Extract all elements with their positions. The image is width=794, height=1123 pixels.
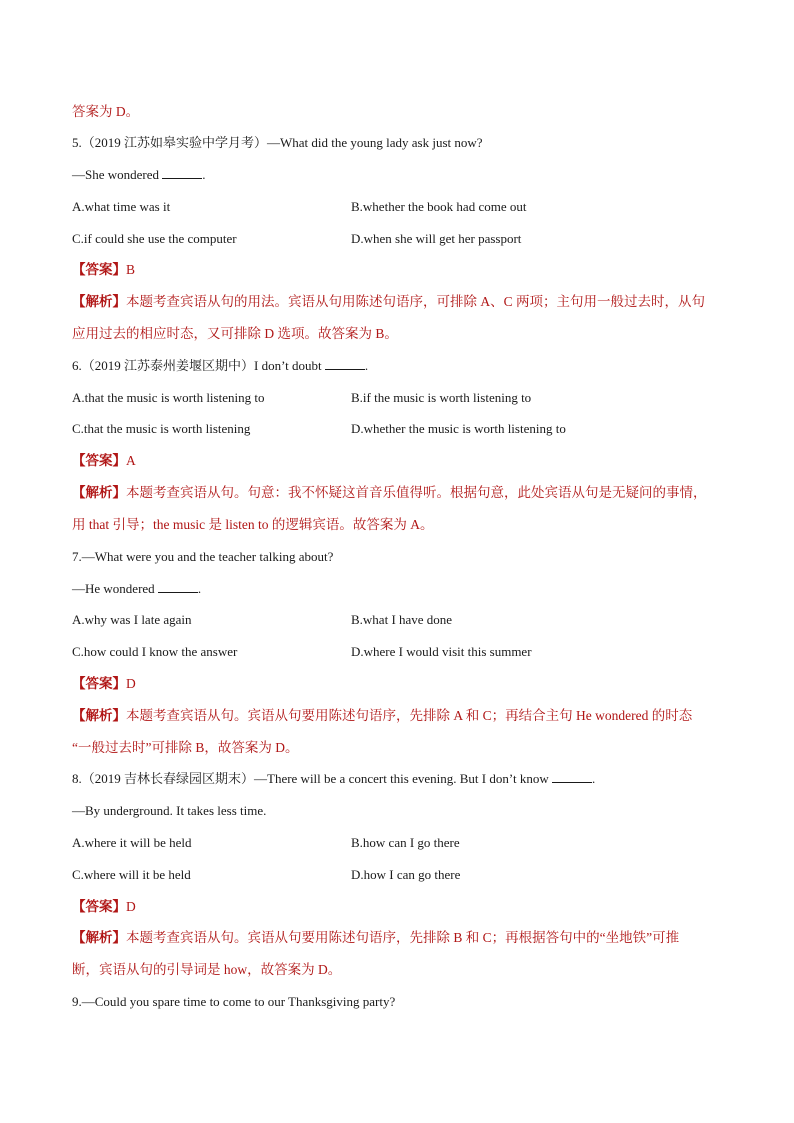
q7-explanation-text1: 本题考查宾语从句。宾语从句要用陈述句语序，先排除 A 和 C；再结合主句 He wondered 的时态: [126, 708, 693, 723]
q6-stem-text: 6.（2019 江苏泰州姜堰区期中）I don’t doubt: [72, 358, 322, 373]
q5-explanation-text1: 本题考查宾语从句的用法。宾语从句用陈述句语序，可排除 A、C 两项；主句用一般过去时，从句: [126, 294, 706, 309]
q7-option-a: A.why was I late again: [72, 612, 192, 627]
q8-explanation-text1: 本题考查宾语从句。宾语从句要用陈述句语序，先排除 B 和 C；再根据答句中的“坐地铁”可推: [126, 930, 680, 945]
q8-option-b: B.how can I go there: [351, 835, 460, 850]
q5-stem-end: .: [202, 167, 206, 182]
q7-explanation-line2: “一般过去时”可排除 B，故答案为 D。: [72, 740, 299, 755]
q7-stem-response: [72, 580, 201, 598]
q6-answer-value: A: [126, 453, 136, 468]
q5-option-b: B.whether the book had come out: [351, 199, 527, 214]
q7-blank: [158, 580, 198, 593]
q5-option-d: D.when she will get her passport: [351, 231, 522, 246]
q8-option-c: C.where will it be held: [72, 867, 191, 882]
q8-option-a: A.where it will be held: [72, 835, 192, 850]
q7-answer: [72, 675, 136, 693]
q7-option-b: B.what I have done: [351, 612, 453, 627]
q5-stem: 5.（2019 江苏如皋实验中学月考）—What did the young lady ask just now?: [72, 135, 483, 150]
q8-blank: [552, 770, 592, 783]
q7-stem-response-text: —He wondered: [72, 581, 155, 596]
previous-conclusion: 答案为 D。: [72, 104, 140, 119]
q7-answer-tag: 【答案】: [72, 676, 126, 691]
q6-stem-end: .: [364, 358, 369, 373]
q5-option-a: A.what time was it: [72, 199, 171, 214]
q7-option-c: C.how could I know the answer: [72, 644, 238, 659]
q6-explanation-line1: [72, 484, 707, 502]
q8-option-d: D.how I can go there: [351, 867, 461, 882]
q6-option-b: B.if the music is worth listening to: [351, 390, 532, 405]
q5-explanation-line2: 应用过去的相应时态，又可排除 D 选项。故答案为 B。: [72, 326, 398, 341]
q5-answer-value: B: [126, 262, 136, 277]
q5-stem-response: [72, 166, 206, 184]
q6-blank: [325, 357, 365, 370]
q9-stem: 9.—Could you spare time to come to our Thanksgiving party?: [72, 994, 396, 1009]
q8-explanation-line1: [72, 929, 679, 947]
q5-stem-response-text: —She wondered: [72, 167, 160, 182]
q6-option-c: C.that the music is worth listening: [72, 421, 251, 436]
q8-stem-end: .: [591, 771, 596, 786]
q8-explanation-line2: 断，宾语从句的引导词是 how，故答案为 D。: [72, 962, 342, 977]
q6-explanation-text1: 本题考查宾语从句。句意：我不怀疑这首音乐值得听。根据句意，此处宾语从句是无疑问的事情，: [126, 485, 707, 500]
q8-answer: [72, 898, 136, 916]
q8-explanation-tag: 【解析】: [72, 930, 126, 945]
q5-blank: [162, 166, 202, 179]
q5-answer: [72, 261, 135, 279]
q5-explanation-line1: [72, 293, 705, 311]
q6-stem: [72, 357, 368, 375]
q6-explanation-line2: 用 that 引导；the music 是 listen to 的逻辑宾语。故答案为 A。: [72, 517, 434, 532]
q7-explanation-tag: 【解析】: [72, 708, 126, 723]
q8-stem-text: 8.（2019 吉林长春绿园区期末）—There will be a concert this evening. But I don’t know: [72, 771, 549, 786]
q7-answer-value: D: [126, 676, 136, 691]
q6-explanation-tag: 【解析】: [72, 485, 126, 500]
q5-option-c: C.if could she use the computer: [72, 231, 237, 246]
q8-stem: [72, 770, 595, 788]
q7-stem-end: .: [197, 581, 202, 596]
q6-option-a: A.that the music is worth listening to: [72, 390, 265, 405]
q5-explanation-tag: 【解析】: [72, 294, 126, 309]
q5-answer-tag: 【答案】: [72, 262, 126, 277]
q6-option-d: D.whether the music is worth listening to: [351, 421, 566, 436]
q7-explanation-line1: [72, 707, 692, 725]
q7-option-d: D.where I would visit this summer: [351, 644, 532, 659]
q7-stem: 7.—What were you and the teacher talking about?: [72, 549, 334, 564]
q8-answer-tag: 【答案】: [72, 899, 126, 914]
q8-stem-response: —By underground. It takes less time.: [72, 803, 267, 818]
q8-answer-value: D: [126, 899, 136, 914]
q6-answer: [72, 452, 136, 470]
q6-answer-tag: 【答案】: [72, 453, 126, 468]
